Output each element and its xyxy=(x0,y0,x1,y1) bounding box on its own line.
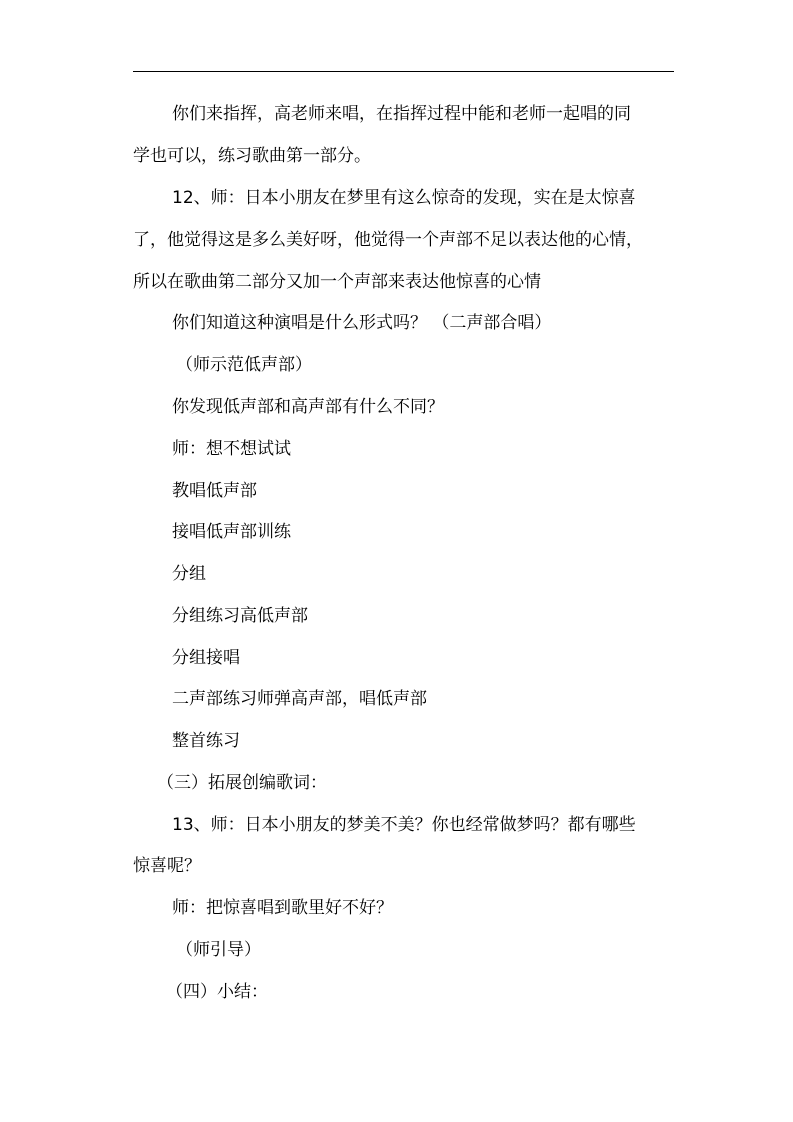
paragraph-line: 你们知道这种演唱是什么形式吗？ （二声部合唱） xyxy=(172,313,552,333)
paragraph-line: 师：想不想试试 xyxy=(172,439,291,459)
paragraph-line: 接唱低声部训练 xyxy=(172,522,291,542)
paragraph-line: 你们来指挥，高老师来唱，在指挥过程中能和老师一起唱的同 xyxy=(172,104,631,124)
paragraph-line: 所以在歌曲第二部分又加一个声部来表达他惊喜的心情 xyxy=(133,272,541,292)
paragraph-line: 分组 xyxy=(172,564,206,584)
paragraph-line: （师引导） xyxy=(176,940,261,960)
paragraph-line: 你发现低声部和高声部有什么不同？ xyxy=(172,397,444,417)
paragraph-line: 整首练习 xyxy=(172,731,240,751)
paragraph-line: 学也可以，练习歌曲第一部分。 xyxy=(133,146,371,166)
paragraph-line: 了，他觉得这是多么美好呀，他觉得一个声部不足以表达他的心情， xyxy=(133,230,643,250)
section-heading: （四）小结： xyxy=(166,982,268,1002)
paragraph-line: 二声部练习师弹高声部，唱低声部 xyxy=(172,689,427,709)
paragraph-line: 师：把惊喜唱到歌里好不好？ xyxy=(172,898,393,918)
paragraph-line: （师示范低声部） xyxy=(176,355,312,375)
paragraph-line: 惊喜呢？ xyxy=(133,856,201,876)
paragraph-line: 13、师：日本小朋友的梦美不美？你也经常做梦吗？都有哪些 xyxy=(172,815,636,835)
section-heading: （三）拓展创编歌词： xyxy=(157,773,327,793)
paragraph-line: 分组练习高低声部 xyxy=(172,606,308,626)
header-rule xyxy=(133,71,674,72)
paragraph-line: 分组接唱 xyxy=(172,648,240,668)
paragraph-line: 教唱低声部 xyxy=(172,481,257,501)
paragraph-line: 12、师：日本小朋友在梦里有这么惊奇的发现，实在是太惊喜 xyxy=(172,188,636,208)
